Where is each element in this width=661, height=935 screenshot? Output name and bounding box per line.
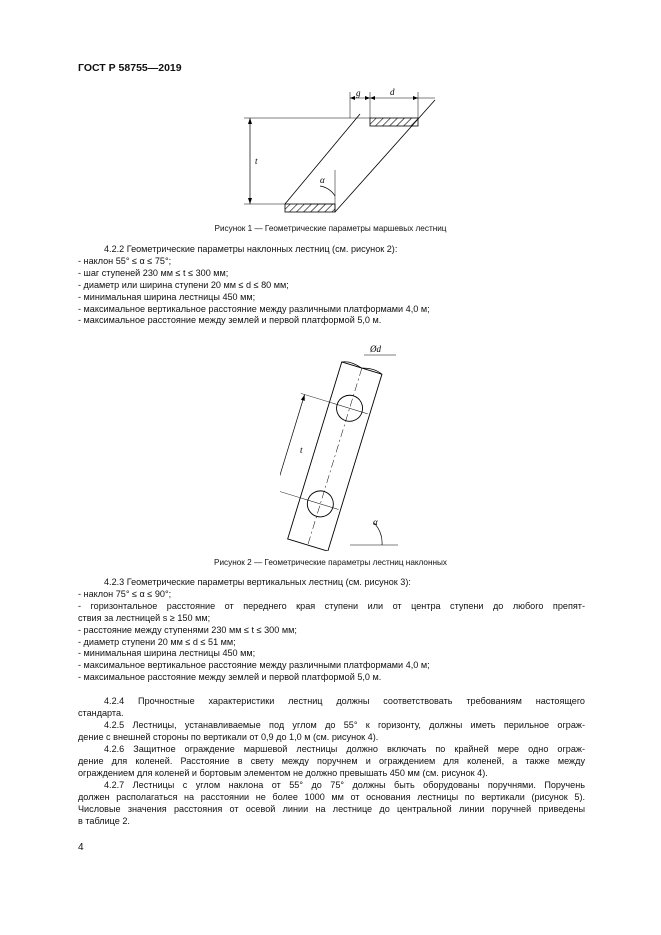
section-title: 4.2.2 Геометрические параметры наклонных лестниц (см. рисунок 2): <box>104 244 398 254</box>
figure-1-caption: Рисунок 1 — Геометрические параметры маршевых лестниц <box>214 224 447 233</box>
section-4-2-3 <box>78 577 585 684</box>
paragraph-line: в таблице 2. <box>78 815 130 826</box>
figure-1-stair-diagram <box>230 80 460 220</box>
list-item: - диаметр или ширина ступени 20 мм ≤ d ≤ 80 мм; <box>78 279 289 290</box>
page-number: 4 <box>78 842 84 853</box>
paragraph-line: должен располагаться на расстоянии не более 1000 мм от основания лестницы по вертикали (рисунок 5). <box>78 791 585 802</box>
paragraph-line: 4.2.7 Лестницы с углом наклона от 55° до 75° должны быть оборудованы поручнями. Поручень <box>104 780 585 790</box>
paragraph-line: ограждением для коленей и бортовым элементом не должно превышать 450 мм (см. рисунок 4). <box>78 767 488 778</box>
label-t: t <box>255 156 258 166</box>
document-header: ГОСТ Р 58755—2019 <box>78 62 182 74</box>
list-item-continuation: ствия за лестницей s ≥ 150 мм; <box>78 612 211 623</box>
paragraph-line: дение с внешней стороны по вертикали от 0,9 до 1,0 м (см. рисунок 4). <box>78 731 379 742</box>
label-d: d <box>390 87 395 97</box>
label-alpha: α <box>320 175 325 185</box>
upper-step <box>370 118 418 126</box>
lower-step <box>285 204 335 212</box>
label-diameter: Ød <box>370 344 381 354</box>
list-item: - минимальная ширина лестницы 450 мм; <box>78 648 256 659</box>
list-item: - максимальное расстояние между землей и первой платформой 5,0 м. <box>78 315 382 326</box>
paragraph-line: Числовые значения расстояния от осевой линии на лестнице до центральной линии поручней приведены <box>78 803 585 814</box>
paragraph-line: стандарта. <box>78 707 124 718</box>
list-item: - диаметр ступени 20 мм ≤ d ≤ 51 мм; <box>78 636 236 647</box>
section-title: 4.2.3 Геометрические параметры вертикальных лестниц (см. рисунок 3): <box>104 577 411 587</box>
paragraph-line: 4.2.5 Лестницы, устанавливаемые под углом до 55° к горизонту, должны иметь перильное ограж- <box>104 720 585 730</box>
list-item: - максимальное расстояние между землей и первой платформой 5,0 м. <box>78 672 382 683</box>
list-item: - шаг ступеней 230 мм ≤ t ≤ 300 мм; <box>78 267 229 278</box>
list-item: - наклон 55° ≤ α ≤ 75°; <box>78 255 172 266</box>
list-item: - горизонтальное расстояние от переднего края ступени или от центра ступени до любого препят- <box>78 600 585 611</box>
section-4-2-2 <box>78 244 585 327</box>
label-t: t <box>300 445 303 455</box>
paragraph-4-2-6 <box>78 744 585 780</box>
list-item: - максимальное вертикальное расстояние между различными платформами 4,0 м; <box>78 660 430 671</box>
label-g: g <box>356 88 361 98</box>
list-item: - расстояние между ступенями 230 мм ≤ t ≤ 300 мм; <box>78 624 297 635</box>
paragraph-line: 4.2.4 Прочностные характеристики лестниц должны соответствовать требованиям настоящего <box>104 696 585 706</box>
list-item: - максимальное вертикальное расстояние между различными платформами 4,0 м; <box>78 303 430 314</box>
list-item: - наклон 75° ≤ α ≤ 90°; <box>78 588 172 599</box>
paragraph-line: 4.2.6 Защитное ограждение маршевой лестницы должно включать по крайней мере одно ограж- <box>104 744 585 754</box>
list-item: - минимальная ширина лестницы 450 мм; <box>78 291 256 302</box>
figure-2-inclined-ladder-diagram <box>280 335 400 551</box>
paragraph-4-2-4 <box>78 696 585 720</box>
paragraph-4-2-7 <box>78 780 585 828</box>
label-alpha: α <box>373 517 378 527</box>
paragraph-4-2-5 <box>78 720 585 744</box>
paragraph-line: дение для коленей. Расстояние в свету между поручнем и ограждением для коленей, а также между <box>78 755 585 766</box>
figure-2-caption: Рисунок 2 — Геометрические параметры лестниц наклонных <box>213 558 447 567</box>
